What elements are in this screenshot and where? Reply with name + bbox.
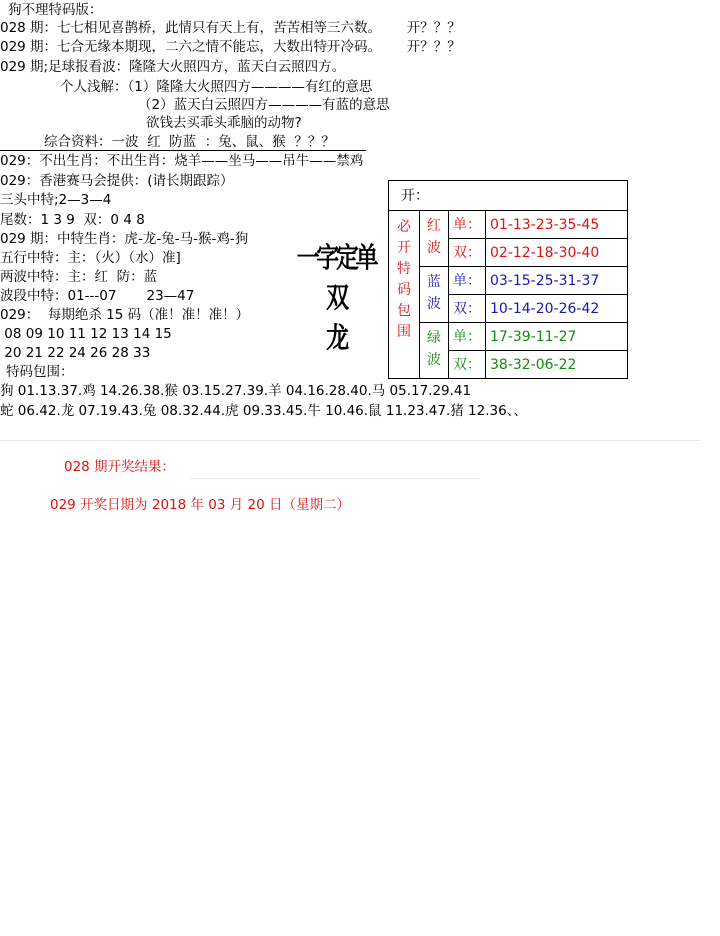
tail-line: 尾数：1 3 9 双：0 4 8 xyxy=(0,212,145,228)
summary-line: 综合资料：一波 红 防蓝 ：兔、鼠、猴 ？？？ xyxy=(44,134,335,150)
line-028: 028 期：七七相见喜鹊桥，此情只有天上有，苦苦相等三六数。 开？？？ xyxy=(0,20,461,36)
two-waves-line: 两波中特：主：红 防：蓝 xyxy=(0,269,158,285)
blue-even-numbers: 10-14-20-26-42 xyxy=(486,295,628,323)
green-even-type: 双： xyxy=(449,351,486,379)
blue-wave-label: 蓝 波 xyxy=(420,267,449,323)
red-even-type: 双： xyxy=(449,239,486,267)
banner-line-1: 一字定单双 xyxy=(296,241,376,314)
interpret-2: （2）蓝天白云照四方————有蓝的意思 xyxy=(138,97,390,113)
no-zodiac-line: 029：不出生肖：不出生肖：烧羊——坐马——吊牛——禁鸡 xyxy=(0,153,364,169)
zodiac-numbers-2: 蛇 06.42.龙 07.19.43.兔 08.32.44.虎 09.33.45.牛 10.46.鼠 11.23.47.猪 12.36、、 xyxy=(0,403,527,419)
blue-even-type: 双： xyxy=(449,295,486,323)
wave-range-line: 波段中特：01---07 23—47 xyxy=(0,288,195,304)
hk-jockey-line: 029：香港赛马会提供：(请长期跟踪） xyxy=(0,173,234,189)
blue-odd-type: 单： xyxy=(449,267,486,295)
wave-enclosure-table xyxy=(388,180,628,379)
open-cell: 开： xyxy=(389,181,628,211)
line-029b: 029 期;足球报看波：隆隆大火照四方，蓝天白云照四方。 xyxy=(0,59,346,75)
banner-line-2: 龙 xyxy=(326,321,346,354)
red-even-numbers: 02-12-18-30-40 xyxy=(486,239,628,267)
numbers-row-2: 20 21 22 24 26 28 33 xyxy=(0,345,151,361)
green-odd-type: 单： xyxy=(449,323,486,351)
divider xyxy=(0,440,700,441)
zodiac-pick-line: 029 期：中特生肖：虎-龙-兔-马-猴-鸡-狗 xyxy=(0,231,249,247)
draw-date: 029 开奖日期为 2018 年 03 月 20 日（星期二） xyxy=(50,497,351,513)
odd-even-banner xyxy=(296,238,376,354)
divider xyxy=(190,478,480,479)
zodiac-numbers-1: 狗 01.13.37.鸡 14.26.38.猴 03.15.27.39.羊 04.16.28.40.马 05.17.29.41 xyxy=(0,383,472,399)
line-029a: 029 期：七合无缘本期现，二六之情不能忘，大数出特开冷码。 开？？？ xyxy=(0,39,461,55)
page-title: 狗不理特码版： xyxy=(8,2,103,18)
red-odd-numbers: 01-13-23-35-45 xyxy=(486,211,628,239)
five-elements-line: 五行中特：主：（火）（水）准] xyxy=(0,250,181,266)
result-label: 028 期开奖结果： xyxy=(64,459,176,475)
blue-odd-numbers: 03-15-25-31-37 xyxy=(486,267,628,295)
must-open-label: 必 开 特 码 包 围 xyxy=(389,211,420,379)
numbers-row-1: 08 09 10 11 12 13 14 15 xyxy=(0,326,172,342)
green-even-numbers: 38-32-06-22 xyxy=(486,351,628,379)
three-heads-line: 三头中特;2—3—4 xyxy=(0,192,112,208)
interpret-1: 个人浅解：（1）隆隆大火照四方————有红的意思 xyxy=(60,79,373,95)
red-odd-type: 单： xyxy=(449,211,486,239)
enclosure-label: 特码包围： xyxy=(6,364,74,380)
summary-underline xyxy=(0,150,366,151)
red-wave-label: 红 波 xyxy=(420,211,449,267)
green-wave-label: 绿 波 xyxy=(420,323,449,379)
kill-15-line: 029： 每期绝杀 15 码（准！准！准！） xyxy=(0,307,250,323)
green-odd-numbers: 17-39-11-27 xyxy=(486,323,628,351)
interpret-3: 欲钱去买乖头乖脑的动物? xyxy=(146,115,302,131)
